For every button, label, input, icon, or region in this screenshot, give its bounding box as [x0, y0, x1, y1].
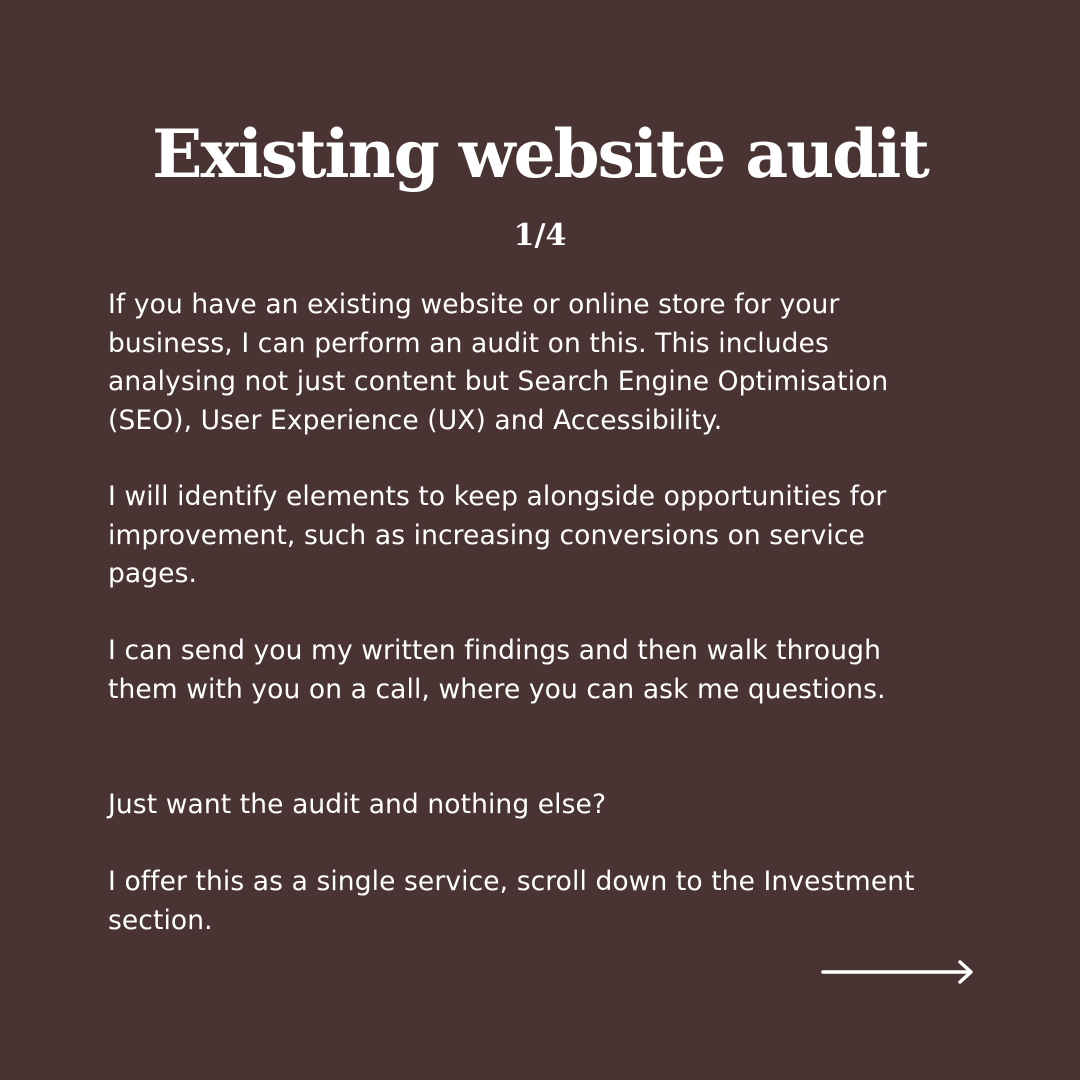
text-line: If you have an existing website or online store for your: [108, 289, 840, 320]
text-line: I offer this as a single service, scroll down to the Investment: [108, 866, 915, 897]
text-line: pages.: [108, 558, 198, 589]
text-line: (SEO), User Experience (UX) and Accessibility.: [108, 404, 723, 436]
page-title: Existing website audit: [152, 115, 928, 193]
findings-paragraph: [108, 632, 988, 709]
intro-paragraph: [108, 286, 988, 440]
text-line: I will identify elements to keep alongside opportunities for: [108, 481, 887, 512]
text-line: analysing not just content but Search Engine Optimisation: [108, 366, 889, 397]
identify-paragraph: [108, 478, 988, 594]
offer-paragraph: [108, 863, 988, 940]
text-line: I can send you my written findings and then walk through: [108, 635, 881, 666]
text-line: them with you on a call, where you can ask me questions.: [108, 673, 886, 705]
arrow-right-icon[interactable]: [820, 957, 976, 987]
question-paragraph: [108, 786, 988, 825]
text-line: Just want the audit and nothing else?: [108, 789, 607, 820]
text-line: section.: [108, 904, 213, 936]
text-line: improvement, such as increasing conversions on service: [108, 519, 865, 551]
page-indicator: 1/4: [513, 218, 567, 253]
text-line: business, I can perform an audit on this. This includes: [108, 327, 829, 359]
